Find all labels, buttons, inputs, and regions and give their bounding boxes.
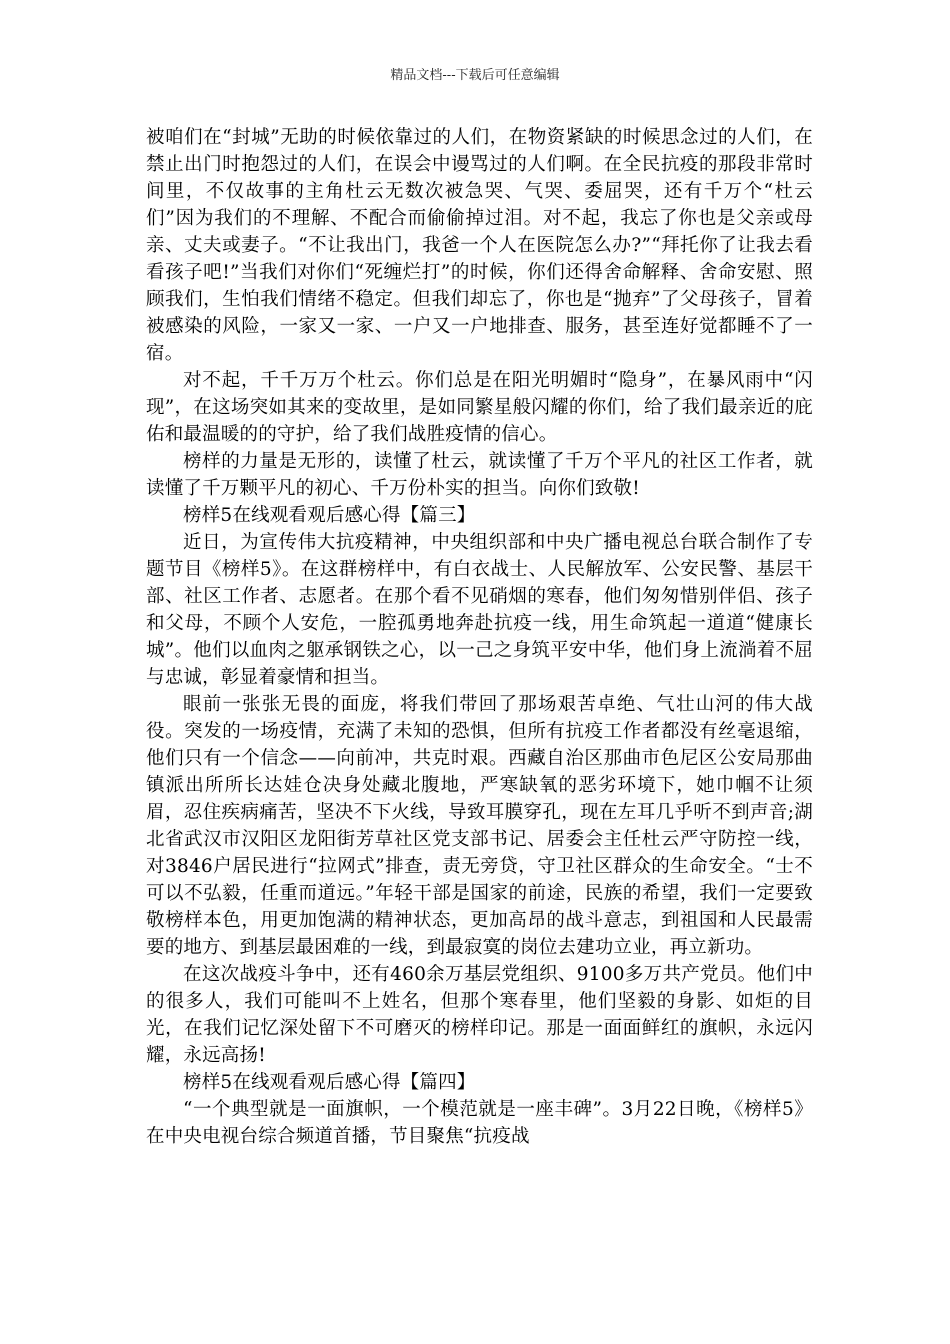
paragraph: 近日，为宣传伟大抗疫精神，中央组织部和中央广播电视总台联合制作了专题节目《榜样5》。在这群榜样中，有白衣战士、人民解放军、公安民警、基层干部、社区工作者、志愿者。在那个看不见硝烟的寒春，他们匆匆惜别伴侣、孩子和父母，不顾个人安危，一腔孤勇地奔赴抗疫一线，用生命筑起一道道“健康长城”。他们以血肉之躯承钢铁之心，以一己之身筑平安中华，他们身上流淌着不屈与忠诚，彰显着豪情和担当。 [146,532,813,688]
paragraph: 榜样的力量是无形的，读懂了杜云，就读懂了千万个平凡的社区工作者，就读懂了千万颗平凡的初心、千万份朴实的担当。向你们致敬! [146,451,813,499]
section-heading: 榜样5在线观看观后感心得【篇四】 [183,1072,476,1093]
paragraph: 被咱们在“封城”无助的时候依靠过的人们，在物资紧缺的时候思念过的人们，在禁止出门时抱怨过的人们，在误会中谩骂过的人们啊。在全民抗疫的那段非常时间里，不仅故事的主角杜云无数次被急哭、气哭、委屈哭，还有千万个“杜云们”因为我们的不理解、不配合而偷偷掉过泪。对不起，我忘了你也是父亲或母亲、丈夫或妻子。“不让我出门，我爸一个人在医院怎么办?”“拜托你了让我去看看孩子吧!”当我们对你们“死缠烂打”的时候，你们还得舍命解释、舍命安慰、照顾我们，生怕我们情绪不稳定。但我们却忘了，你也是“抛弃”了父母孩子，冒着被感染的风险，一家又一家、一户又一户地排查、服务，甚至连好觉都睡不了一宿。 [146,127,813,364]
page-header: 精品文档---下载后可任意编辑 [390,68,560,83]
paragraph: 在这次战疫斗争中，还有460余万基层党组织、9100多万共产党员。他们中的很多人，我们可能叫不上姓名，但那个寒春里，他们坚毅的身影、如炬的目光，在我们记忆深处留下不可磨灭的榜样印记。那是一面面鲜红的旗帜，永远闪耀，永远高扬! [146,964,813,1066]
paragraph: 对不起，千千万万个杜云。你们总是在阳光明媚时“隐身”，在暴风雨中“闪现”，在这场突如其来的变故里，是如同繁星般闪耀的你们，给了我们最亲近的庇佑和最温暖的的守护，给了我们战胜疫情的信心。 [146,370,813,445]
paragraph: “一个典型就是一面旗帜，一个模范就是一座丰碑”。3月22日晚，《榜样5》在中央电视台综合频道首播，节目聚焦“抗疫战 [146,1099,813,1147]
paragraph: 眼前一张张无畏的面庞，将我们带回了那场艰苦卓绝、气壮山河的伟大战役。突发的一场疫情，充满了未知的恐惧，但所有抗疫工作者都没有丝毫退缩，他们只有一个信念——向前冲，共克时艰。西藏自治区那曲市色尼区公安局那曲镇派出所所长达娃仓决身处藏北腹地，严寒缺氧的恶劣环境下，她巾帼不让须眉，忍住疾病痛苦，坚决不下火线，导致耳膜穿孔，现在左耳几乎听不到声音;湖北省武汉市汉阳区龙阳街芳草社区党支部书记、居委会主任杜云严守防控一线，对3846户居民进行“拉网式”排查，责无旁贷，守卫社区群众的生命安全。“士不可以不弘毅，任重而道远。”年轻干部是国家的前途，民族的希望，我们一定要致敬榜样本色，用更加饱满的精神状态，更加高昂的战斗意志，到祖国和人民最需要的地方、到基层最困难的一线，到最寂寞的岗位去建功立业，再立新功。 [146,694,813,958]
document-body [146,124,813,1150]
section-heading: 榜样5在线观看观后感心得【篇三】 [183,505,476,526]
